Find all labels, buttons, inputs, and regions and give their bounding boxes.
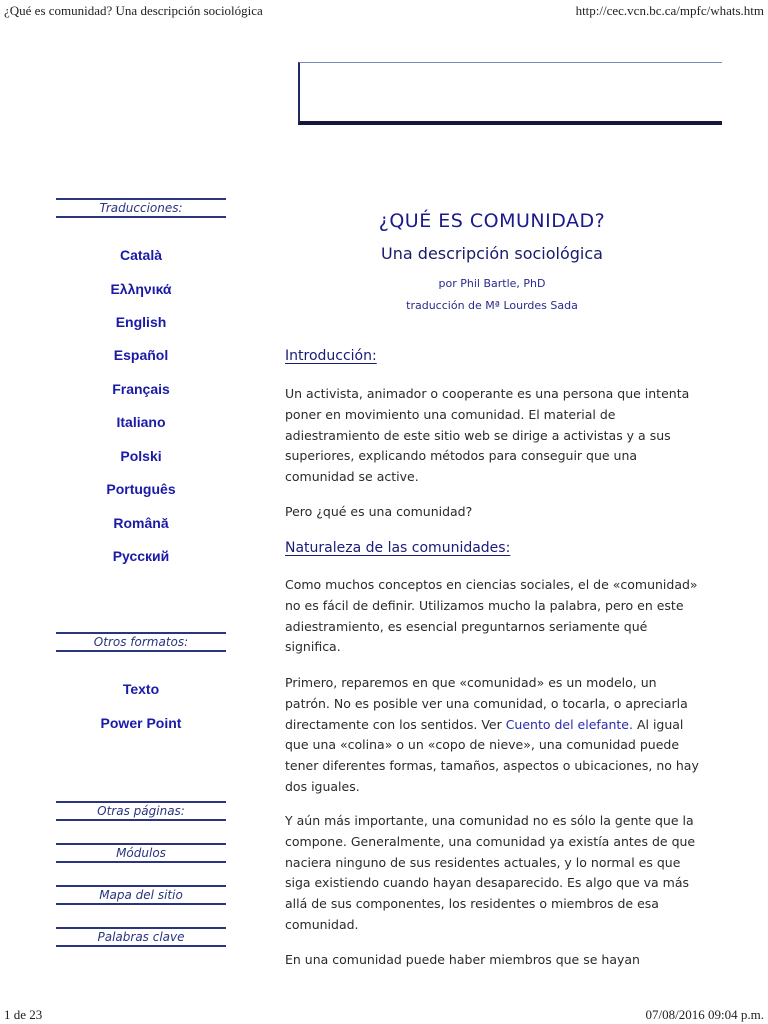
page-link-mapa[interactable]: Mapa del sitio [56,885,226,905]
lang-link-catala[interactable]: Català [119,247,163,263]
print-header-title: ¿Qué es comunidad? Una descripción sociológica [4,3,263,18]
print-header [0,0,768,20]
print-footer-page: 1 de 23 [4,1007,43,1022]
page-subtitle: Una descripción sociológica [381,244,603,263]
page-link-modulos[interactable]: Módulos [56,843,226,863]
nature-paragraph-4: En una comunidad puede haber miembros que se hayan [285,952,640,967]
nature-paragraph-2 [285,673,705,798]
page-title: ¿QUÉ ES COMUNIDAD? [378,210,606,232]
intro-heading: Introducción: [285,348,377,364]
lang-link-portugues[interactable]: Português [106,481,176,497]
format-link-texto[interactable]: Texto [122,681,160,697]
nature-paragraph-2-end: Al igual que una «colina» o un «copo de nieve», una comunidad puede tener diferentes formas, tamaños, aspectos o ubicaciones, no hay dos iguales. [285,716,699,794]
elephant-story-link[interactable]: Cuento del elefante. [505,716,633,732]
format-link-powerpoint[interactable]: Power Point [100,715,182,731]
lang-link-greek[interactable]: Ελληνικά [110,281,172,297]
print-footer [0,1004,768,1024]
question-paragraph: Pero ¿qué es una comunidad? [285,504,473,519]
translator-line: traducción de Mª Lourdes Sada [406,299,578,312]
formats-label: Otros formatos: [56,632,226,652]
intro-paragraph: Un activista, animador o cooperante es una persona que intenta poner en movimiento una comunidad. El material de adiestramiento de este sitio web se dirige a activistas y a sus superiores, explicando métodos para conseguir que una comunidad se active. [285,386,690,485]
lang-link-russian[interactable]: Русский [112,548,170,564]
lang-link-romana[interactable]: Română [113,515,169,531]
nature-heading: Naturaleza de las comunidades: [285,540,511,556]
page-link-palabras[interactable]: Palabras clave [56,927,226,947]
print-footer-datetime: 07/08/2016 09:04 p.m. [645,1007,764,1022]
lang-link-espanol[interactable]: Español [113,347,169,363]
lang-link-english[interactable]: English [115,314,167,330]
translations-label: Traducciones: [56,198,226,218]
lang-link-italiano[interactable]: Italiano [116,414,166,430]
page-banner [298,62,722,125]
print-header-url: http://cec.vcn.bc.ca/mpfc/whats.htm [575,3,764,18]
lang-link-francais[interactable]: Français [112,381,170,397]
pages-label: Otras páginas: [56,801,226,821]
nature-paragraph-1: Como muchos conceptos en ciencias sociales, el de «comunidad» no es fácil de definir. Utilizamos mucho la palabra, pero en este adiestramiento, es esencial preguntarnos seriamente qué significa. [285,577,698,655]
nature-paragraph-3: Y aún más importante, una comunidad no es sólo la gente que la compone. Generalmente, una comunidad ya existía antes de que naciera ninguno de sus residentes actuales, y lo normal es que siga existiendo cuando hayan desaparecido. Es algo que va más allá de sus componentes, los residentes o miembros de esa comunidad. [285,813,696,932]
nature-paragraph-2-start: Primero, reparemos en que «comunidad» es un modelo, un patrón. No es posible ver una comunidad, o tocarla, o apreciarla directamente con los sentidos. Ver [285,675,688,732]
lang-link-polski[interactable]: Polski [120,448,162,464]
author-line: por Phil Bartle, PhD [438,277,546,290]
